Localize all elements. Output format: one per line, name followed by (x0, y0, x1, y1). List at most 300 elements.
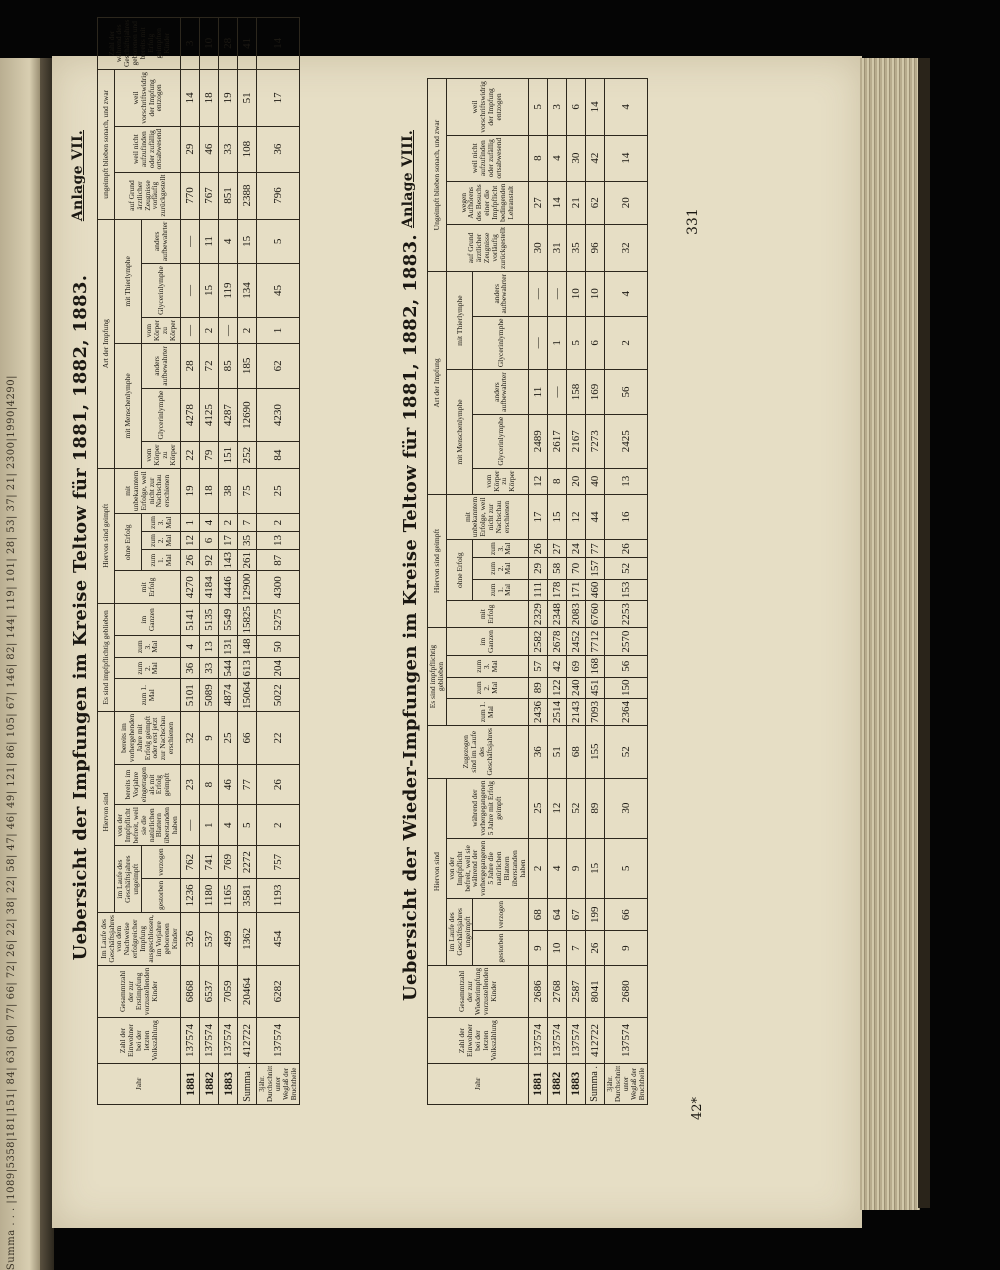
table-cell: 6 (585, 316, 604, 370)
table-cell: 4270 (181, 571, 200, 604)
col-zum-2: zum 2. Mal (115, 657, 181, 679)
table-cell: 153 (604, 579, 647, 601)
table-cell: 137574 (547, 1018, 566, 1064)
table-cell: 2582 (528, 628, 547, 656)
table-cell: 185 (238, 344, 257, 389)
table-cell: 2253 (604, 601, 647, 628)
table-cell: 30 (528, 224, 547, 271)
table-cell: 32 (181, 711, 200, 764)
table-cell: 6868 (181, 965, 200, 1017)
table-cell: 178 (547, 579, 566, 601)
col-nicht-auffindbar: weil nicht aufzufinden oder zufällig ortsabwesend (115, 126, 181, 172)
table-cell: 22 (257, 711, 300, 764)
table-cell: 19 (219, 70, 238, 127)
col-t-glycerin: Glycerinlymphe (473, 316, 528, 370)
table-cell: 23 (181, 765, 200, 805)
table-cell: 9 (528, 931, 547, 965)
table-cell: 762 (181, 846, 200, 878)
table-row (200, 17, 219, 1104)
table-cell: 3 (547, 79, 566, 136)
table-vii-block (70, 19, 300, 1105)
table-row (238, 17, 257, 1104)
table-cell: 171 (566, 579, 585, 601)
col-zum-2: zum 2. Mal (446, 677, 528, 699)
table-cell: 64 (547, 899, 566, 931)
table-cell: 499 (219, 912, 238, 965)
table-cell: — (547, 370, 566, 415)
col-aufhoeren: wegen Aufhörens des Besuchs einer die Impfpflicht bedingenden Lehranstalt (446, 181, 528, 224)
table-row (257, 17, 300, 1104)
table-cell: 10 (200, 17, 219, 69)
table-cell: 252 (238, 442, 257, 468)
table-cell: 137574 (604, 1018, 647, 1064)
group-hiervon-sind: Hiervon sind (98, 711, 115, 912)
table-cell: — (528, 271, 547, 316)
year-cell: 1881 (181, 1063, 200, 1104)
col-zugezogen: Zugezogen sind im Laufe des Geschäftsjahres (428, 726, 529, 778)
table-cell: — (181, 805, 200, 846)
table-cell: 2364 (604, 699, 647, 726)
table-cell: 5 (528, 79, 547, 136)
table-cell: 69 (566, 656, 585, 678)
table-vii-title: Uebersicht der Impfungen im Kreise Teltow für 1881, 1882, 1883. (70, 274, 91, 961)
table-cell: 2680 (604, 965, 647, 1017)
summa-label: Summa . (238, 1063, 257, 1104)
table-cell: 2143 (566, 699, 585, 726)
table-cell: 454 (257, 912, 300, 965)
table-cell: 5089 (200, 679, 219, 712)
table-cell: 51 (547, 726, 566, 778)
vaccination-table (97, 17, 300, 1105)
table-cell: 1 (257, 317, 300, 343)
table-cell: 75 (238, 468, 257, 513)
table-cell: 29 (528, 558, 547, 580)
table-cell: — (181, 264, 200, 318)
table-cell: 326 (181, 912, 200, 965)
table-cell: 56 (604, 370, 647, 415)
col-gestorben: gestorben (473, 931, 528, 965)
table-cell: 11 (528, 370, 547, 415)
table-cell: 52 (604, 726, 647, 778)
table-cell: 42 (547, 656, 566, 678)
table-cell: 451 (585, 677, 604, 699)
table-cell: 77 (585, 540, 604, 558)
table-cell: 5 (257, 219, 300, 264)
table-cell: 5101 (181, 679, 200, 712)
table-row (585, 79, 604, 1105)
col-ohne-1: zum 1. Mal (141, 549, 180, 571)
col-bereits-vorjahre: bereits im Vorjahre eingetragen als mit Erfolg geimpft (115, 765, 181, 805)
table-cell: 155 (585, 726, 604, 778)
table-cell: 7712 (585, 628, 604, 656)
table-cell: 36 (528, 726, 547, 778)
table-cell: 2272 (238, 846, 257, 878)
table-cell: 66 (238, 711, 257, 764)
col-zum-1: zum 1. Mal (115, 679, 181, 712)
year-cell: 1883 (219, 1063, 238, 1104)
table-cell: 2570 (604, 628, 647, 656)
table-cell: 62 (257, 344, 300, 389)
table-cell: 1180 (200, 878, 219, 912)
table-cell: 14 (547, 181, 566, 224)
table-cell: 4 (604, 271, 647, 316)
anlage-vii-label: Anlage VII. (70, 130, 86, 222)
table-cell: 12 (566, 494, 585, 539)
table-cell: 4 (200, 514, 219, 532)
sub-im-laufe: im Laufe des Geschäftsjahres ungeimpft (115, 846, 142, 913)
table-cell: — (181, 219, 200, 264)
table-cell: — (181, 317, 200, 343)
table-cell: 26 (604, 540, 647, 558)
table-cell: 52 (604, 558, 647, 580)
col-verzogen: verzogen (473, 899, 528, 931)
table-cell: 44 (585, 494, 604, 539)
table-row (566, 79, 585, 1105)
table-cell: 14 (257, 17, 300, 69)
table-cell: 11 (200, 219, 219, 264)
table-cell: 134 (238, 264, 257, 318)
table-cell: 2329 (528, 601, 547, 628)
table-row (604, 79, 647, 1105)
table-cell: 5022 (257, 679, 300, 712)
table-cell: 5135 (200, 603, 219, 636)
table-cell: 18 (200, 468, 219, 513)
table-cell: 5275 (257, 603, 300, 636)
table-row (528, 79, 547, 1105)
table-cell: 150 (604, 677, 647, 699)
table-cell: 2083 (566, 601, 585, 628)
page-edges (860, 58, 920, 1210)
table-cell: 68 (528, 899, 547, 931)
col-aerztlich: auf Grund ärztlicher Zeugnisse vorläufig zurückgestellt (446, 224, 528, 271)
col-aerztlich: auf Grund ärztlicher Zeugnisse vorläufig zurückgestellt (115, 172, 181, 219)
col-wahrend: Zahl der während des Geschäftsjahres geborenen und bereits mit Erfolg geimpften Kinder (98, 17, 181, 69)
table-cell: 111 (528, 579, 547, 601)
table-cell: 72 (200, 344, 219, 389)
table-cell: 2617 (547, 414, 566, 468)
sub-ohne-erfolg: ohne Erfolg (446, 540, 473, 601)
table-cell: 5141 (181, 603, 200, 636)
table-cell: 5 (238, 805, 257, 846)
table-cell: 7059 (219, 965, 238, 1017)
col-t-glycerin: Glycerinlymphe (141, 264, 180, 318)
table-cell: 4125 (200, 388, 219, 442)
col-m-glycerin: Glycerinlymphe (473, 414, 528, 468)
table-cell: 50 (257, 636, 300, 658)
table-cell: 157 (585, 558, 604, 580)
table-cell: 3 (181, 17, 200, 69)
table-cell: 5 (566, 316, 585, 370)
table-cell: 741 (200, 846, 219, 878)
group-impfpflichtig: Es sind impfpflichtig geblieben (428, 628, 447, 726)
col-gesammtzahl: Gesammtzahl der zur Erstimpfung vorzustellenden Kinder (98, 965, 181, 1017)
table-cell: 9 (604, 931, 647, 965)
table-cell: 68 (566, 726, 585, 778)
table-cell: 412722 (585, 1018, 604, 1064)
col-t-koerper: vom Körper zu Körper (141, 317, 180, 343)
table-cell: 261 (238, 549, 257, 571)
table-cell: 66 (604, 899, 647, 931)
table-cell: 2 (604, 316, 647, 370)
table-cell: 7093 (585, 699, 604, 726)
col-m-glycerin: Glycerinlymphe (141, 388, 180, 442)
table-cell: 4874 (219, 679, 238, 712)
table-cell: 1 (547, 316, 566, 370)
table-cell: 1362 (238, 912, 257, 965)
table-cell: 27 (547, 540, 566, 558)
col-im-ganzen: im Ganzen (446, 628, 528, 656)
table-cell: 9 (566, 838, 585, 898)
table-cell: 31 (547, 224, 566, 271)
group-ungeimpft: ungeimpft blieben sonach, und zwar (98, 70, 115, 220)
table-cell: 6537 (200, 965, 219, 1017)
table-cell: 5 (604, 838, 647, 898)
table-cell: 137574 (200, 1018, 219, 1064)
table-cell: 4230 (257, 388, 300, 442)
table-cell: 5549 (219, 603, 238, 636)
table-cell: 20 (604, 181, 647, 224)
col-t-anders: anders aufbewahrter (141, 219, 180, 264)
col-im-ganzen: im Ganzen (115, 603, 181, 636)
table-cell: 13 (200, 636, 219, 658)
table-cell: 41 (238, 17, 257, 69)
table-cell: 10 (566, 271, 585, 316)
table-cell: 27 (528, 181, 547, 224)
sub-mit-thier: mit Thierlymphe (115, 219, 142, 344)
table-cell: 25 (257, 468, 300, 513)
table-cell: 108 (238, 126, 257, 172)
table-cell: — (528, 316, 547, 370)
table-cell: 2678 (547, 628, 566, 656)
table-cell: 84 (257, 442, 300, 468)
table-cell: 30 (566, 135, 585, 181)
sub-mit-menschen: mit Menschenlymphe (115, 344, 142, 469)
table-cell: 89 (528, 677, 547, 699)
table-cell: 770 (181, 172, 200, 219)
table-cell: 16 (604, 494, 647, 539)
anlage-viii-label: Anlage VIII. (400, 130, 416, 228)
table-cell: 1193 (257, 878, 300, 912)
table-cell: 2436 (528, 699, 547, 726)
table-cell: 20 (566, 468, 585, 494)
col-funf-jahre: während der vorhergegangenen 5 Jahre mit Erfolg geimpft (446, 778, 528, 838)
col-mit-erfolg: mit Erfolg (446, 601, 528, 628)
table-cell: 2 (200, 317, 219, 343)
table-cell: 79 (200, 442, 219, 468)
table-cell: 45 (257, 264, 300, 318)
table-cell: 4 (604, 79, 647, 136)
left-strip-text: Summa . . . |1089|5358|181|151| 84| 63| 60| 77| 66| 72| 26| 22| 38| 22| 58| 47| 46| 49| 121| 86| 105| 67| 146| 82| 144| 119| 101| 28| 53| 37| 21| 2300|1990|4290| (5, 374, 17, 1270)
table-cell: 8 (528, 135, 547, 181)
table-cell: 15 (585, 838, 604, 898)
table-cell: 10 (585, 271, 604, 316)
table-cell: 2686 (528, 965, 547, 1017)
table-cell: 70 (566, 558, 585, 580)
table-cell: 2 (528, 838, 547, 898)
table-cell: 36 (257, 126, 300, 172)
table-cell: 2514 (547, 699, 566, 726)
year-cell: 1882 (547, 1063, 566, 1104)
table-cell: 148 (238, 636, 257, 658)
folio-number: 42* (690, 1096, 705, 1120)
col-gestorben: gestorben (141, 878, 180, 912)
table-cell: 4184 (200, 571, 219, 604)
table-cell: 28 (181, 344, 200, 389)
col-zum-3: zum 3. Mal (446, 656, 528, 678)
table-cell: 2452 (566, 628, 585, 656)
table-cell: 3581 (238, 878, 257, 912)
table-cell: 26 (257, 765, 300, 805)
year-cell: 1883 (566, 1063, 585, 1104)
table-cell: 26 (181, 549, 200, 571)
table-cell: 56 (604, 656, 647, 678)
average-label: 3jähr. Durchschnitt unter Weglaß der Bruchtheile (257, 1063, 300, 1104)
table-cell: 412722 (238, 1018, 257, 1064)
table-cell: 2489 (528, 414, 547, 468)
table-cell: 89 (585, 778, 604, 838)
col-vorschriftswidrig: weil vorschriftswidrig der Impfung entzogen (446, 79, 528, 136)
table-cell: 14 (181, 70, 200, 127)
sub-mit-menschen: mit Menschenlymphe (446, 370, 473, 495)
table-cell: 38 (219, 468, 238, 513)
col-ohne-3: zum 3. Mal (473, 540, 528, 558)
table-cell: 851 (219, 172, 238, 219)
col-zum-3: zum 3. Mal (115, 636, 181, 658)
table-cell: 25 (219, 711, 238, 764)
year-cell: 1882 (200, 1063, 219, 1104)
average-label: 3jähr. Durchschnitt unter Weglaß der Bruchtheile (604, 1063, 647, 1104)
table-cell: 30 (604, 778, 647, 838)
col-m-anders: anders aufbewahrter (473, 370, 528, 415)
col-unbekannt: mit unbekanntem Erfolge, weil nicht zur Nachschau erschienen (115, 468, 181, 513)
table-cell: 52 (566, 778, 585, 838)
revaccination-table (427, 78, 648, 1105)
table-cell: 17 (257, 70, 300, 127)
table-cell: 131 (219, 636, 238, 658)
table-cell: 8 (200, 765, 219, 805)
table-cell: 240 (566, 677, 585, 699)
table-cell: 20464 (238, 965, 257, 1017)
table-cell: 9 (200, 711, 219, 764)
table-cell: 67 (566, 899, 585, 931)
table-cell: 204 (257, 657, 300, 679)
table-viii-title: Uebersicht der Wieder-Impfungen im Kreise Teltow für 1881, 1882, 1883. (400, 234, 421, 1001)
table-cell: 4 (219, 219, 238, 264)
rotated-page-content (70, 19, 710, 1135)
table-cell: 33 (200, 657, 219, 679)
table-cell: 42 (585, 135, 604, 181)
table-cell: 12 (528, 468, 547, 494)
table-cell: 7 (238, 514, 257, 532)
book-cover-edge (918, 58, 930, 1208)
table-row (219, 17, 238, 1104)
table-cell: 4300 (257, 571, 300, 604)
table-cell: 168 (585, 656, 604, 678)
table-cell: 199 (585, 899, 604, 931)
table-cell: 137574 (528, 1018, 547, 1064)
table-cell: 15 (200, 264, 219, 318)
table-cell: 21 (566, 181, 585, 224)
sub-ohne-erfolg: ohne Erfolg (115, 514, 142, 571)
year-cell: 1881 (528, 1063, 547, 1104)
table-cell: 767 (200, 172, 219, 219)
table-cell: 13 (257, 532, 300, 550)
col-ohne-2: zum 2. Mal (473, 558, 528, 580)
table-cell: 2587 (566, 965, 585, 1017)
col-m-koerper: vom Körper zu Körper (141, 442, 180, 468)
table-cell: 2425 (604, 414, 647, 468)
col-im-laufe: Im Laufe des Geschäftsjahres von dem Nachweise erfolgreicher Impfung ausgeschlossen, im Vorjahre geborenen Kinder (98, 912, 181, 965)
table-cell: 4 (181, 636, 200, 658)
table-cell: 1 (200, 805, 219, 846)
table-cell: 796 (257, 172, 300, 219)
table-cell: 35 (238, 532, 257, 550)
sub-mit-thier: mit Thierlymphe (446, 271, 473, 369)
table-cell: 2 (219, 514, 238, 532)
table-cell: 137574 (181, 1018, 200, 1064)
table-cell: 757 (257, 846, 300, 878)
table-cell: 15 (238, 219, 257, 264)
table-cell: 18 (200, 70, 219, 127)
table-cell: 143 (219, 549, 238, 571)
table-row (181, 17, 200, 1104)
table-cell: 12900 (238, 571, 257, 604)
col-befreit: von der Impfpflicht befreit, weil sie die natürlichen Blattern überstanden haben (115, 805, 181, 846)
table-cell: 35 (566, 224, 585, 271)
col-m-koerper: vom Körper zu Körper (473, 468, 528, 494)
table-cell: 12 (181, 532, 200, 550)
table-cell: 85 (219, 344, 238, 389)
table-cell: 460 (585, 579, 604, 601)
table-cell: 2 (257, 805, 300, 846)
table-cell: 2167 (566, 414, 585, 468)
table-cell: 15064 (238, 679, 257, 712)
table-cell: 10 (547, 931, 566, 965)
table-cell: 2 (257, 514, 300, 532)
table-cell: 6 (566, 79, 585, 136)
table-cell: 24 (566, 540, 585, 558)
table-cell: 537 (200, 912, 219, 965)
group-art: Art der Impfung (428, 271, 447, 494)
table-cell: 13 (604, 468, 647, 494)
col-t-anders: anders aufbewahrter (473, 271, 528, 316)
table-cell: 32 (604, 224, 647, 271)
col-ohne-2: zum 2. Mal (141, 532, 180, 550)
table-cell: 769 (219, 846, 238, 878)
table-cell: 1165 (219, 878, 238, 912)
table-cell: — (547, 271, 566, 316)
group-impfpflichtig: Es sind impfpflichtig geblieben (98, 603, 115, 711)
table-cell: 169 (585, 370, 604, 415)
table-cell: 12 (547, 778, 566, 838)
group-art: Art der Impfung (98, 219, 115, 468)
table-cell: 58 (547, 558, 566, 580)
table-cell: 544 (219, 657, 238, 679)
table-cell: 8 (547, 468, 566, 494)
table-cell: 4287 (219, 388, 238, 442)
table-cell: 87 (257, 549, 300, 571)
table-cell: 2348 (547, 601, 566, 628)
table-cell: 40 (585, 468, 604, 494)
table-cell: 33 (219, 126, 238, 172)
table-cell: 4 (547, 838, 566, 898)
table-cell: 12690 (238, 388, 257, 442)
col-ohne-3: zum 3. Mal (141, 514, 180, 532)
table-row (547, 79, 566, 1105)
table-cell: 1236 (181, 878, 200, 912)
table-cell: 19 (181, 468, 200, 513)
table-cell: 92 (200, 549, 219, 571)
